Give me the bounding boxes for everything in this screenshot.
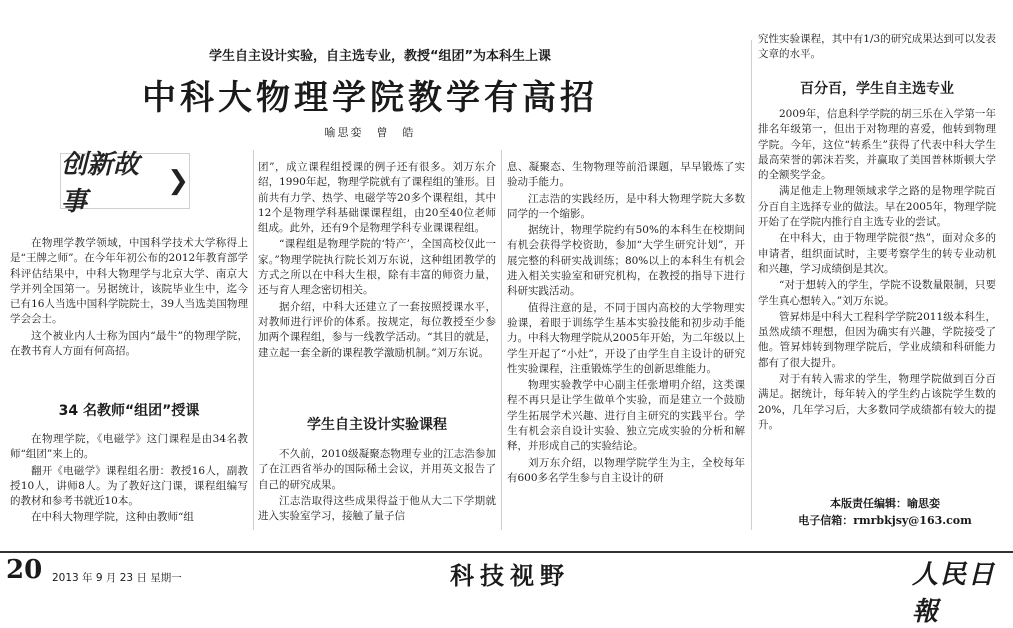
col3-para-3: 据统计，物理学院约有50%的本科生在校期间有机会获得学校资助，参加“大学生研究计划”，开展完整的科研实战训练；80%以上的本科生有机会进入相关实验室和研究机构，在教授的指导下进行科研实践活动。 <box>507 224 745 298</box>
issue-date: 2013 年 9 月 23 日 星期一 <box>52 572 182 584</box>
editor-credit <box>760 495 1010 529</box>
col1-para-2: 这个被业内人士称为国内“最牛”的物理学院，在教书育人方面有何高招。 <box>10 329 248 358</box>
col3-para-6: 刘万东介绍，以物理学院学生为主，全校每年有600多名学生参与自主设计的研 <box>507 456 745 484</box>
col2-para-2: “课程组是物理学院的‘特产’，全国高校仅此一家。”物理学院执行院长刘万东说，这种组团教学的方式之所以在中科大生根，除有丰富的师资力量，还与育人理念密切相关。 <box>258 238 496 297</box>
col1-para-1: 在物理学教学领域，中国科学技术大学称得上是“王牌之师”。在今年年初公布的2012年教育部学科评估结果中，中科大物理学与北京大学、南京大学并列全国第一。另据统计，该院毕业生中，迄今已有16人当选中国科学院院士，39人当选美国物理学会会士。 <box>10 237 248 326</box>
column-divider <box>501 150 502 530</box>
column-2 <box>258 160 496 362</box>
column-divider <box>253 150 254 530</box>
column-4-top <box>758 32 996 64</box>
page-section-title: 科技视野 <box>450 562 570 590</box>
col1-para-3: 在物理学院，《电磁学》这门课程是由34名教师“组团”来上的。 <box>10 433 248 461</box>
col2-para-4: 不久前，2010级凝聚态物理专业的江志浩参加了在江西省举办的国际稀土会议，并用英文报告了自己的研究成果。 <box>258 448 496 491</box>
col3-para-4: 值得注意的是，不同于国内高校的大学物理实验课，着眼于训练学生基本实验技能和初步动手能力。中科大物理学院从2005年开始，为二年级以上学生开起了“小灶”，开设了由学生自主设计的研究性实验课程，注重锻炼学生的创新思维能力。 <box>507 301 745 375</box>
section-title-teachers: 34 名教师“组团”授课 <box>58 403 200 419</box>
column-1b <box>10 432 248 527</box>
article-byline: 喻思娈 曾 皓 <box>324 126 416 139</box>
footer-rule <box>0 551 1013 553</box>
col4-para-3: 在中科大，由于物理学院很“热”，面对众多的申请者，组织面试时，主要考察学生的转专业动机和兴趣，学习成绩倒是其次。 <box>758 232 996 275</box>
editor-email: 电子信箱：rmrbkjsy@163.com <box>798 514 972 527</box>
column-logo <box>60 150 190 217</box>
col4-para-2: 满足他走上物理领域求学之路的是物理学院百分百自主选择专业的做法。早在2005年，物理学院开始了在学院内推行自主选专业的尝试。 <box>758 185 996 229</box>
article-subtitle: 学生自主设计实验，自主选专业，教授“组团”为本科生上课 <box>208 49 552 64</box>
col3-para-1: 息、凝聚态、生物物理等前沿课题，早早锻炼了实验动手能力。 <box>507 161 745 189</box>
column-3 <box>507 160 745 487</box>
section-title-majors: 百分百，学生自主选专业 <box>800 81 954 97</box>
column-divider <box>751 40 752 530</box>
column-4 <box>758 107 996 434</box>
column-1 <box>10 236 248 360</box>
col4-para-4: “对于想转入的学生，学院不设数量限制，只要学生真心想转入。”刘万东说。 <box>758 279 996 307</box>
col4-para-1: 2009年，信息科学学院的胡三乐在入学第一年排名年级第一，但出于对物理的喜爱，他转到物理学院。今年，这位“转系生”获得了代表中科大学生最高荣誉的郭沫若奖，并赢取了美国普林斯顿大学的全额奖学金。 <box>758 108 996 182</box>
article-headline: 中科大物理学院教学有高招 <box>142 78 598 118</box>
col4-para-6: 对于有转入需求的学生，物理学院做到百分百满足。据统计，每年转入的学生约占该院学生数的20%，几年学习后，大多数同学成绩都有较大的提升。 <box>758 373 996 431</box>
page-number: 20 <box>6 555 43 585</box>
col4-para-5: 管昇炜是中科大工程科学学院2011级本科生，虽然成绩不理想，但因为确实有兴趣，学院接受了他。管昇炜转到物理学院后，学业成绩和科研能力都有了很大提升。 <box>758 310 996 369</box>
column-2b <box>258 447 496 525</box>
newspaper-logo: 人民日報 <box>912 560 997 627</box>
column-logo-text: 创新故事 <box>61 150 140 217</box>
col2-para-1: 团”，成立课程组授课的例子还有很多。刘万东介绍，1990年起，物理学院就有了课程组的雏形。目前共有力学、热学、电磁学等20多个课程组，其中12个是物理学科基础课课程组，由20至40位老师组成。此外，还有9个是物理学科专业课课程组。 <box>258 161 496 235</box>
col2-para-5: 江志浩取得这些成果得益于他从大二下学期就进入实验室学习，接触了量子信 <box>258 494 496 523</box>
col1-para-4: 翻开《电磁学》课程组名册：教授16人，副教授10人，讲师8人。为了教好这门课，课程组编写的教材和参考书就近10本。 <box>10 464 248 508</box>
arrow-icon: ❯ <box>167 166 189 196</box>
editor-name: 本版责任编辑：喻思娈 <box>830 497 940 510</box>
col4-para-0: 究性实验课程，其中有1/3的研究成果达到可以发表文章的水平。 <box>758 33 996 61</box>
col2-para-3: 据介绍，中科大还建立了一套按照授课水平，对教师进行评价的体系。按规定，每位教授至少参加两个课程组，参与一线教学活动。“其目的就是，建立起一套全新的课程教学激励机制。”刘万东说。 <box>258 300 496 359</box>
col3-para-5: 物理实验教学中心副主任张增明介绍，这类课程不再只是让学生做单个实验，而是建立一个鼓励学生拓展学术兴趣、进行自主研究的实践平台。学生有机会亲自设计实验、独立完成实验的分析和解释，并形成自己的实验结论。 <box>507 379 745 453</box>
section-title-experiments: 学生自主设计实验课程 <box>307 417 447 433</box>
col1-para-5: 在中科大物理学院，这种由教师“组 <box>31 511 194 524</box>
col3-para-2: 江志浩的实践经历，是中科大物理学院大多数同学的一个缩影。 <box>507 192 745 220</box>
